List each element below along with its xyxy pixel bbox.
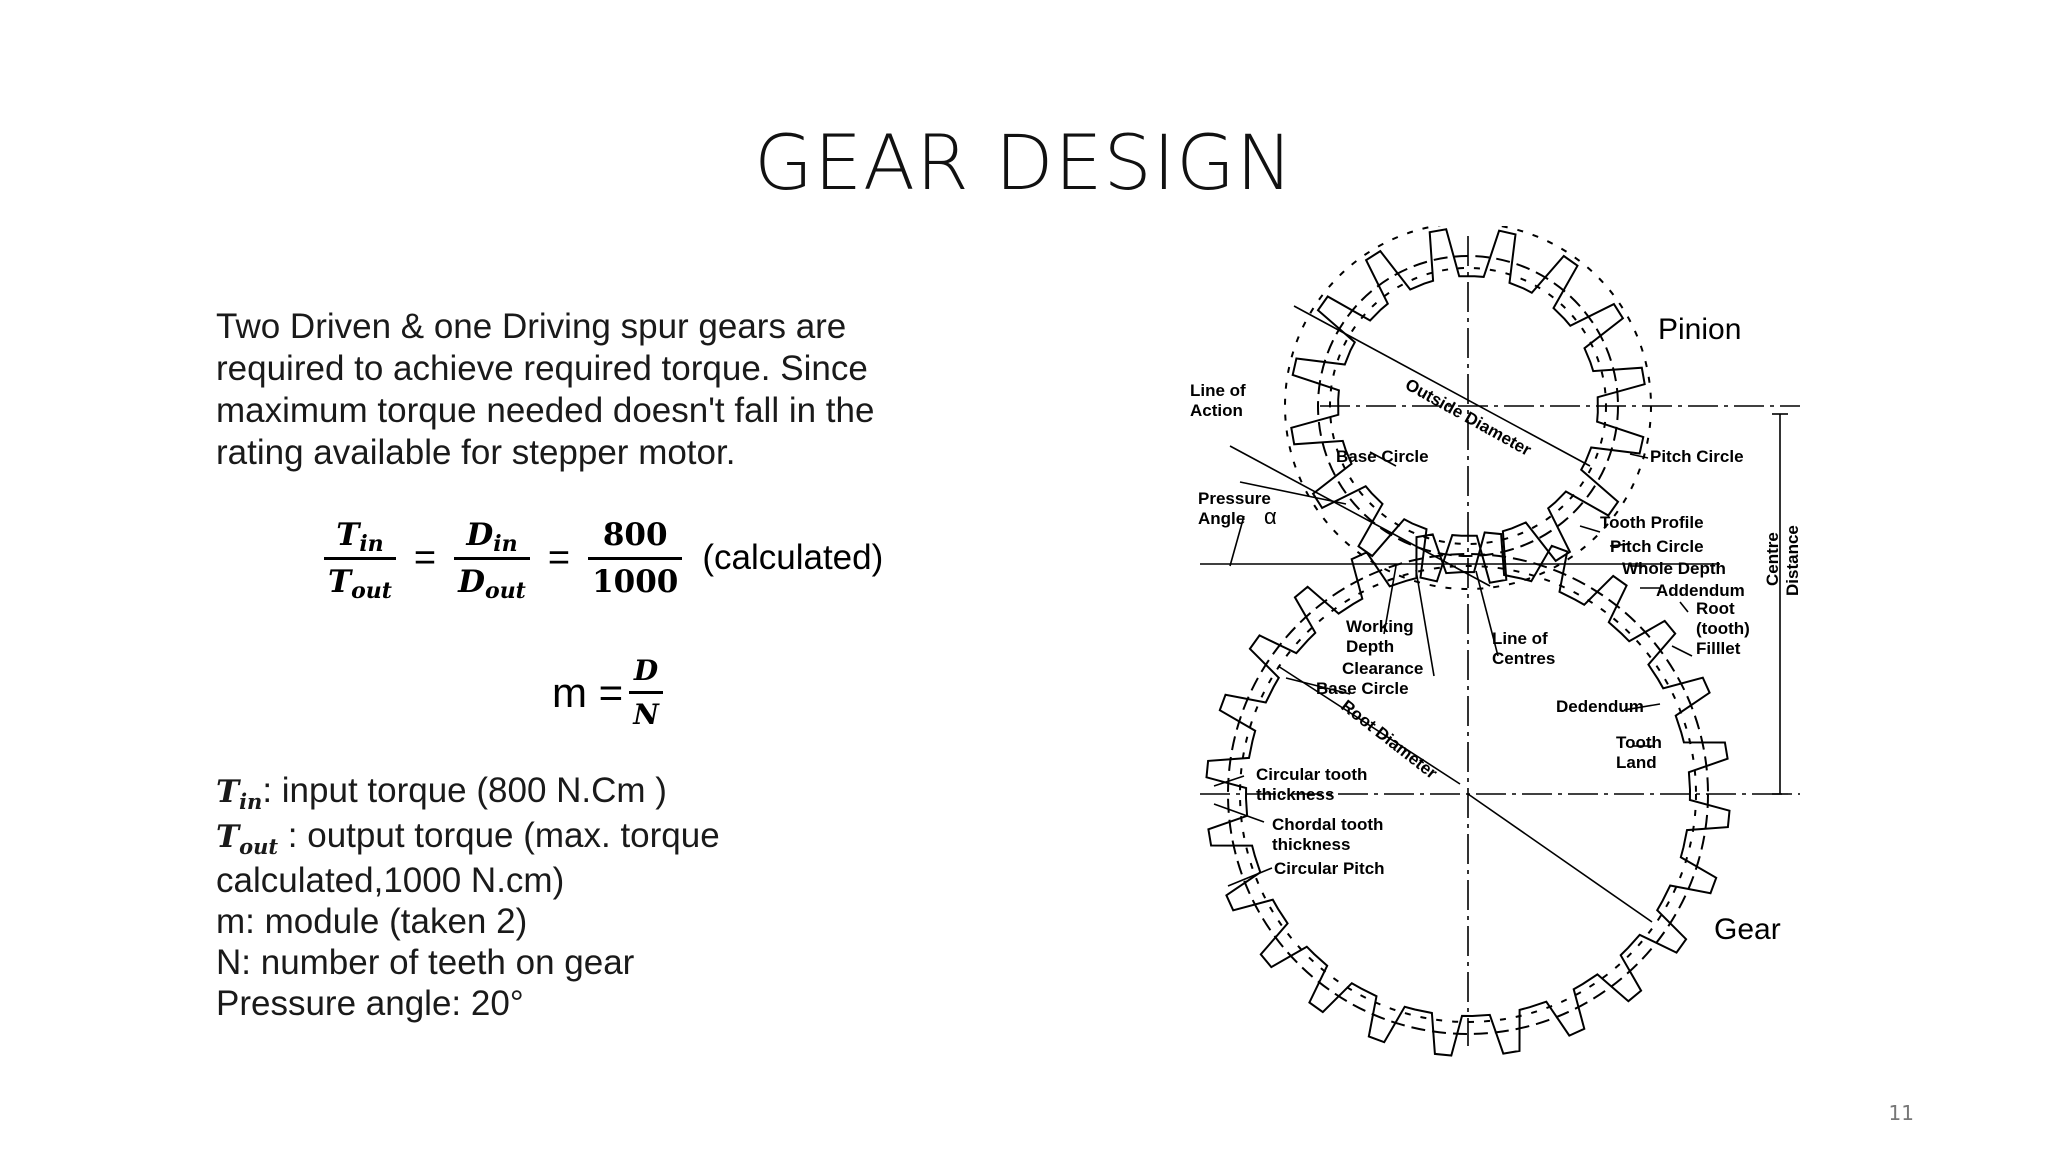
line-of-action-label: Line of <box>1190 381 1246 400</box>
module-fraction <box>629 654 663 731</box>
centre-distance-label: Centre <box>1763 532 1782 586</box>
module-denominator: N <box>633 698 659 731</box>
page-number: 11 <box>1888 1101 1914 1125</box>
module-equation <box>552 654 669 731</box>
whole-depth-label: Whole Depth <box>1622 559 1726 578</box>
base-circle-label: Base Circle <box>1336 447 1429 466</box>
alpha-symbol: α <box>1264 504 1277 529</box>
chordal-thickness-label: Chordal tooth <box>1272 815 1384 834</box>
intro-line: rating available for stepper motor. <box>216 433 736 472</box>
pinion-label: Pinion <box>1658 313 1742 346</box>
circular-pitch-label: Circular Pitch <box>1274 859 1385 878</box>
intro-line: Two Driven & one Driving spur gears are <box>216 307 847 346</box>
addendum-label: Addendum <box>1656 581 1745 600</box>
calculated-note: (calculated) <box>702 538 884 577</box>
tin-text: : input torque (800 N.Cm ) <box>262 771 667 810</box>
t-in-symbol: T <box>336 516 360 553</box>
definition-tout <box>216 815 996 860</box>
module-lhs: m = <box>552 668 624 716</box>
root-fillet-label: (tooth) <box>1696 619 1750 638</box>
definition-tin <box>216 770 996 815</box>
working-depth-label: Working <box>1346 617 1414 636</box>
torque-ratio-equation <box>318 508 883 608</box>
definition-pressure: Pressure angle: 20° <box>216 984 524 1023</box>
pressure-angle-label: Angle <box>1198 509 1246 528</box>
definition-module: m: module (taken 2) <box>216 902 528 941</box>
t-symbol: T <box>216 819 240 855</box>
out-subscript: out <box>485 577 526 604</box>
slide-title: GEAR DESIGN <box>754 118 1294 207</box>
in-subscript: in <box>239 789 263 814</box>
dedendum-label: Dedendum <box>1556 697 1644 716</box>
chordal-thickness-label: thickness <box>1272 835 1351 854</box>
value-fraction <box>588 517 682 600</box>
tooth-profile-label: Tooth Profile <box>1600 513 1704 532</box>
d-out-symbol: D <box>458 563 486 600</box>
intro-line: required to achieve required torque. Since <box>216 349 868 388</box>
line-of-centres-label: Centres <box>1492 649 1556 668</box>
root-fillet-label: Filllet <box>1696 639 1741 658</box>
pitch-circle-label: Pitch Circle <box>1650 447 1744 466</box>
in-subscript: in <box>493 530 518 557</box>
fraction-bar <box>629 691 663 694</box>
gear-label: Gear <box>1714 913 1781 946</box>
base-circle-label: Base Circle <box>1316 679 1409 698</box>
gear-diagram <box>1160 226 1820 1066</box>
diameter-fraction <box>454 516 530 604</box>
intro-paragraph <box>216 306 1016 474</box>
out-subscript: out <box>351 577 392 604</box>
tooth-land-label: Land <box>1616 753 1657 772</box>
centre-distance-label: Distance <box>1783 525 1802 596</box>
line-of-action-label: Action <box>1190 401 1243 420</box>
clearance-label: Clearance <box>1342 659 1424 678</box>
root-fillet-label: Root <box>1696 599 1735 618</box>
definitions-list <box>216 770 996 1024</box>
tooth-land-label: Tooth <box>1616 733 1662 752</box>
t-out-symbol: T <box>328 563 352 600</box>
fraction-bar <box>454 557 530 560</box>
equals-sign: = <box>547 536 571 579</box>
fraction-bar <box>588 557 682 560</box>
circular-thickness-label: thickness <box>1256 785 1335 804</box>
equals-sign: = <box>413 536 437 579</box>
definition-teeth: N: number of teeth on gear <box>216 943 635 982</box>
line-of-centres-label: Line of <box>1492 629 1548 648</box>
in-subscript: in <box>359 530 384 557</box>
intro-line: maximum torque needed doesn't fall in the <box>216 391 875 430</box>
working-depth-label: Depth <box>1346 637 1395 656</box>
numerator-value: 800 <box>602 516 668 553</box>
definition-tout-cont: calculated,1000 N.cm) <box>216 861 565 900</box>
denominator-value: 1000 <box>592 563 679 600</box>
root-diameter-label: Root Diameter <box>1337 696 1441 783</box>
t-symbol: T <box>216 774 240 810</box>
tout-text: : output torque (max. torque <box>278 816 720 855</box>
out-subscript: out <box>239 834 279 859</box>
pressure-angle-label: Pressure <box>1198 489 1271 508</box>
module-numerator: D <box>633 654 659 687</box>
d-in-symbol: D <box>466 516 494 553</box>
circular-thickness-label: Circular tooth <box>1256 765 1368 784</box>
pitch-circle-label: Pitch Circle <box>1610 537 1704 556</box>
torque-fraction <box>324 516 396 604</box>
outside-diameter-label: Outside Diameter <box>1402 374 1535 460</box>
radius-line <box>1468 794 1652 922</box>
